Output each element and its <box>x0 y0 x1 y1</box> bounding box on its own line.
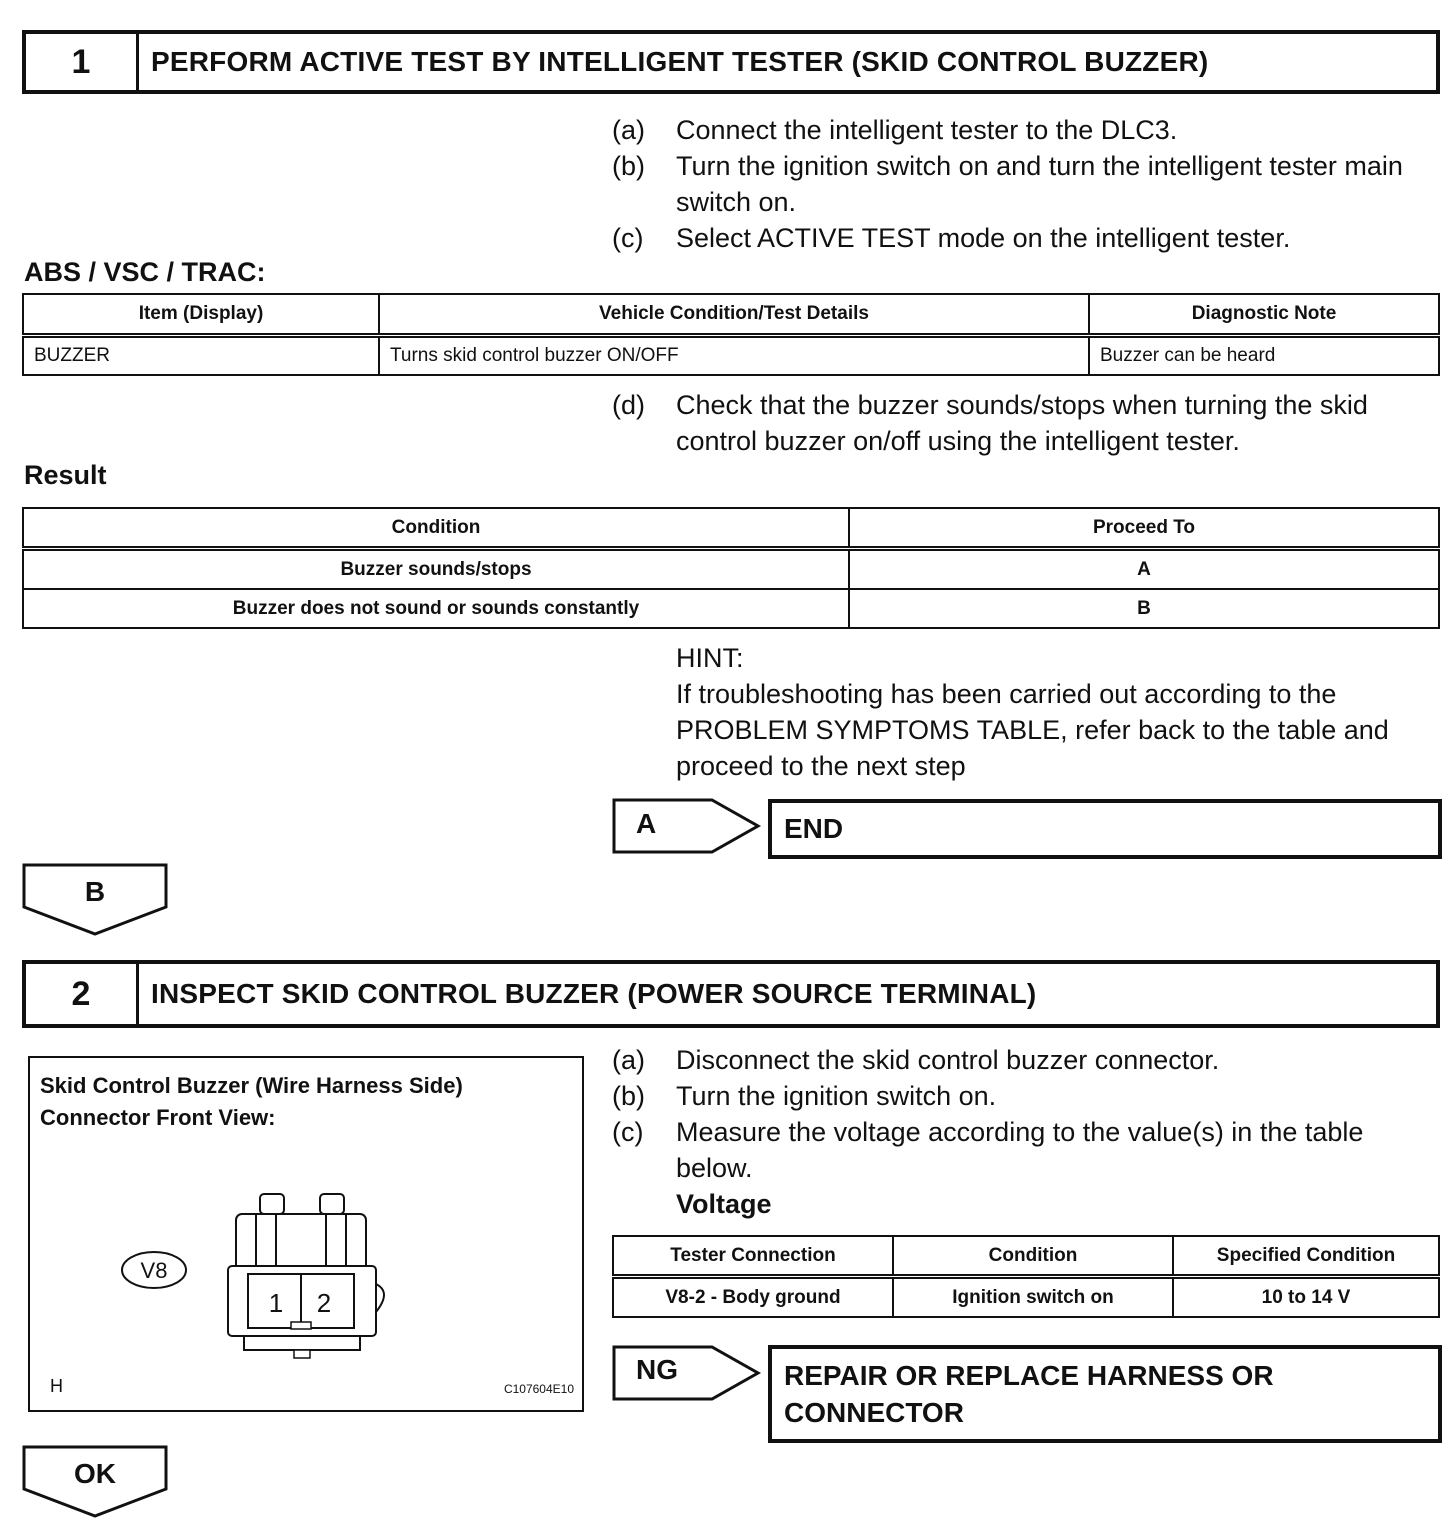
hint-text: If troubleshooting has been carried out according to the PROBLEM SYMPTOMS TABLE, refer back to the table and proceed to the next step <box>676 679 1389 781</box>
branch-a-arrow-icon <box>612 796 762 856</box>
instruction-label: (c) <box>612 223 644 253</box>
instruction-c <box>612 1114 1442 1186</box>
branch-b-label: B <box>84 876 106 907</box>
cell-condition: Buzzer sounds/stops <box>23 549 849 590</box>
header-specified-condition: Specified Condition <box>1173 1236 1439 1277</box>
header-condition: Condition <box>23 508 849 549</box>
figure-title-line2: Connector Front View: <box>40 1105 276 1130</box>
instruction-text: Select ACTIVE TEST mode on the intelligent tester. <box>676 223 1291 253</box>
instruction-text: Check that the buzzer sounds/stops when turning the skid control buzzer on/off using the intelligent tester. <box>676 390 1368 456</box>
pin-1-label: 1 <box>268 1288 284 1318</box>
instruction-label: (d) <box>612 390 645 420</box>
header-proceed-to: Proceed To <box>849 508 1439 549</box>
result-table <box>22 507 1440 629</box>
instruction-c <box>612 220 1442 256</box>
cell-diagnostic-note: Buzzer can be heard <box>1089 336 1439 376</box>
instruction-b <box>612 1078 1442 1114</box>
step-2-header <box>22 960 1440 1028</box>
cell-vehicle-condition: Turns skid control buzzer ON/OFF <box>379 336 1089 376</box>
repair-box <box>768 1345 1442 1443</box>
active-test-table <box>22 293 1440 376</box>
instruction-d <box>612 387 1442 459</box>
cell-specified-condition: 10 to 14 V <box>1173 1277 1439 1318</box>
instruction-a <box>612 1042 1442 1078</box>
instruction-text: Connect the intelligent tester to the DLC3. <box>676 115 1178 145</box>
step-1-header <box>22 30 1440 94</box>
table-header-row <box>613 1236 1439 1277</box>
step-number: 2 <box>26 964 139 1024</box>
system-heading: ABS / VSC / TRAC: <box>24 257 266 287</box>
step-title: PERFORM ACTIVE TEST BY INTELLIGENT TESTER (SKID CONTROL BUZZER) <box>151 46 1209 77</box>
cell-tester-connection: V8-2 - Body ground <box>613 1277 893 1318</box>
figure-corner-mark: H <box>50 1376 63 1396</box>
instruction-label: (a) <box>612 115 645 145</box>
header-tester-connection: Tester Connection <box>613 1236 893 1277</box>
instruction-text: Disconnect the skid control buzzer connector. <box>676 1045 1220 1075</box>
result-heading: Result <box>24 460 107 490</box>
header-diagnostic-note: Diagnostic Note <box>1089 294 1439 336</box>
header-condition: Condition <box>893 1236 1173 1277</box>
instruction-label: (c) <box>612 1117 644 1147</box>
cell-proceed-to: B <box>849 589 1439 628</box>
instruction-a <box>612 112 1442 148</box>
connector-label: V8 <box>140 1258 168 1283</box>
table-header-row <box>23 294 1439 336</box>
table-row <box>23 336 1439 376</box>
repair-line2: CONNECTOR <box>784 1397 964 1428</box>
end-box <box>768 799 1442 859</box>
voltage-heading: Voltage <box>676 1189 772 1219</box>
end-label: END <box>784 813 844 844</box>
table-row <box>23 589 1439 628</box>
step-number: 1 <box>26 34 139 90</box>
instruction-label: (b) <box>612 1081 645 1111</box>
table-header-row <box>23 508 1439 549</box>
figure-title <box>40 1070 463 1134</box>
step-2-instructions <box>612 1042 1442 1222</box>
step-title: INSPECT SKID CONTROL BUZZER (POWER SOURCE TERMINAL) <box>151 978 1037 1009</box>
connector-drawing <box>110 1188 400 1363</box>
header-item: Item (Display) <box>23 294 379 336</box>
instruction-text: Turn the ignition switch on. <box>676 1081 997 1111</box>
hint-label: HINT: <box>676 643 744 673</box>
figure-title-line1: Skid Control Buzzer (Wire Harness Side) <box>40 1073 463 1098</box>
branch-ng-arrow-icon <box>612 1343 762 1403</box>
branch-a-label: A <box>636 808 657 839</box>
voltage-table <box>612 1235 1440 1318</box>
table-row <box>613 1277 1439 1318</box>
instruction-d-block <box>612 387 1442 459</box>
cell-proceed-to: A <box>849 549 1439 590</box>
pin-2-label: 2 <box>316 1288 332 1318</box>
repair-line1: REPAIR OR REPLACE HARNESS OR <box>784 1360 1274 1391</box>
step-1-instructions <box>612 112 1442 256</box>
cell-condition: Ignition switch on <box>893 1277 1173 1318</box>
instruction-text: Measure the voltage according to the value(s) in the table below. <box>676 1117 1364 1183</box>
voltage-heading-row <box>612 1186 1442 1222</box>
instruction-label: (b) <box>612 151 645 181</box>
connector-figure <box>28 1056 584 1412</box>
header-vehicle-condition: Vehicle Condition/Test Details <box>379 294 1089 336</box>
instruction-b <box>612 148 1442 220</box>
instruction-text: Turn the ignition switch on and turn the intelligent tester main switch on. <box>676 151 1403 217</box>
cell-condition: Buzzer does not sound or sounds constantly <box>23 589 849 628</box>
branch-ok-label: OK <box>74 1458 116 1489</box>
instruction-label: (a) <box>612 1045 645 1075</box>
hint-block <box>676 640 1436 784</box>
table-row <box>23 549 1439 590</box>
cell-item: BUZZER <box>23 336 379 376</box>
figure-code: C107604E10 <box>503 1382 574 1396</box>
branch-ng-label: NG <box>636 1354 678 1385</box>
